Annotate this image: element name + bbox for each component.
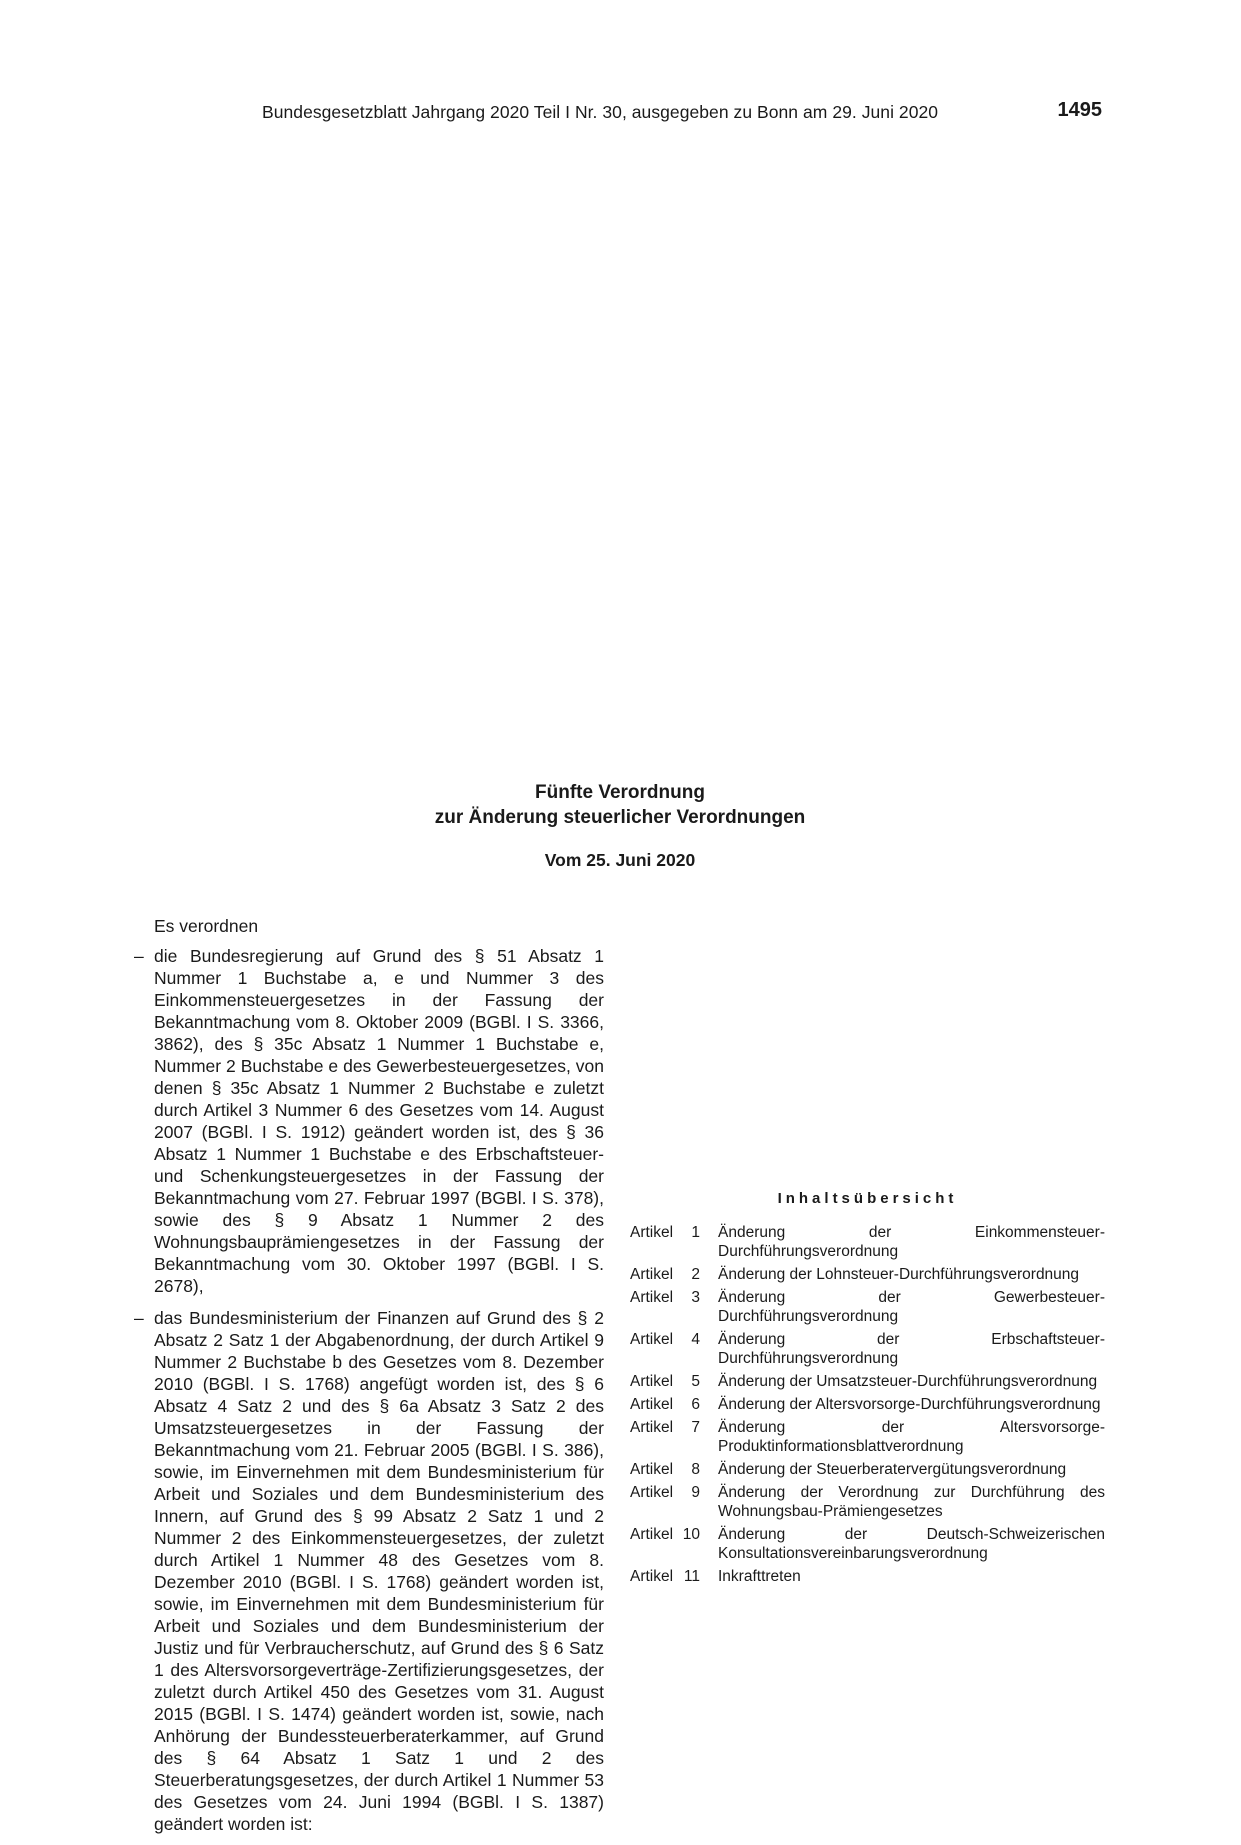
toc-article-number: 5	[691, 1373, 700, 1390]
toc-article-label: Artikel	[630, 1266, 674, 1283]
toc-article-description: Änderung der Altersvorsorge-Durchführungsverordnung	[718, 1396, 1101, 1413]
toc-article-number: 2	[691, 1266, 700, 1283]
toc-article-number: 4	[691, 1331, 700, 1348]
toc-article-number: 3	[691, 1289, 700, 1306]
title-line-1: Fünfte Verordnung	[535, 782, 705, 803]
toc-article-description: Änderung der Steuerberatervergütungsverordnung	[718, 1461, 1067, 1478]
toc-article-label: Artikel	[630, 1224, 674, 1241]
toc-article-description: Änderung der Verordnung zur Durchführung des Wohnungsbau-Prämiengesetzes	[718, 1484, 1105, 1520]
toc-article-description: Änderung der Lohnsteuer-Durchführungsverordnung	[718, 1266, 1080, 1283]
toc-article-label: Artikel	[630, 1396, 674, 1413]
toc-article-number: 7	[691, 1419, 700, 1436]
toc-article-number: 10	[682, 1526, 700, 1543]
toc-row	[630, 1265, 1105, 1284]
toc-article-label: Artikel	[630, 1419, 674, 1436]
left-column	[134, 915, 604, 1845]
table-of-contents	[630, 1223, 1105, 1590]
toc-row	[630, 1372, 1105, 1391]
toc-row	[630, 1567, 1105, 1586]
preamble-intro: Es verordnen	[154, 916, 259, 936]
toc-article-number: 9	[691, 1484, 700, 1501]
page-number: 1495	[1057, 99, 1102, 121]
toc-article-description: Änderung der Deutsch-Schweizerischen Konsultationsvereinbarungsverordnung	[718, 1526, 1105, 1562]
title-line-2: zur Änderung steuerlicher Verordnungen	[434, 807, 806, 828]
document-date: Vom 25. Juni 2020	[544, 850, 696, 870]
toc-article-description: Änderung der Umsatzsteuer-Durchführungsverordnung	[718, 1373, 1098, 1390]
document-title	[350, 780, 890, 830]
toc-article-number: 6	[691, 1396, 700, 1413]
toc-article-number: 11	[683, 1568, 700, 1585]
preamble-bullet-1	[134, 945, 604, 1297]
toc-article-description: Inkrafttreten	[718, 1568, 801, 1585]
toc-row	[630, 1525, 1105, 1563]
preamble-bullet-2-text: das Bundesministerium der Finanzen auf Grund des § 2 Absatz 2 Satz 1 der Abgabenordnung, der durch Artikel 9 Nummer 2 Buchstabe b des Gesetzes vom 8. Dezember 2010 (BGBl. I S. 1768) angefügt worden ist, des § 6 Absatz 4 Satz 2 und des § 6a Absatz 3 Satz 2 des Umsatzsteuergesetzes in der Fassung der Bekanntmachung vom 21. Februar 2005 (BGBl. I S. 386), sowie, im Einvernehmen mit dem Bundesministerium für Arbeit und Soziales und dem Bundesministerium des Innern, auf Grund des § 99 Absatz 2 Satz 1 und 2 Nummer 2 des Einkommensteuergesetzes, der zuletzt durch Artikel 1 Nummer 48 des Gesetzes vom 8. Dezember 2010 (BGBl. I S. 1768) geändert worden ist, sowie, im Einvernehmen mit dem Bundesministerium für Arbeit und Soziales und dem Bundesministerium der Justiz und für Verbraucherschutz, auf Grund des § 6 Satz 1 des Altersvorsorgeverträge-Zertifizierungsgesetzes, der zuletzt durch Artikel 450 des Gesetzes vom 31. August 2015 (BGBl. I S. 1474) geändert worden ist, sowie, nach Anhörung der Bundessteuerberaterkammer, auf Grund des § 64 Absatz 1 Satz 1 und 2 des Steuerberatungsgesetzes, der durch Artikel 1 Nummer 53 des Gesetzes vom 24. Juni 1994 (BGBl. I S. 1387) geändert worden ist:	[154, 1308, 604, 1834]
toc-row	[630, 1288, 1105, 1326]
toc-article-description: Änderung der Gewerbesteuer-Durchführungsverordnung	[718, 1289, 1105, 1325]
toc-row	[630, 1223, 1105, 1261]
preamble-bullet-1-text: die Bundesregierung auf Grund des § 51 Absatz 1 Nummer 1 Buchstabe a, e und Nummer 3 des Einkommensteuergesetzes in der Fassung der Bekanntmachung vom 8. Oktober 2009 (BGBl. I S. 3366, 3862), des § 35c Absatz 1 Nummer 1 Buchstabe e, Nummer 2 Buchstabe e des Gewerbesteuergesetzes, von denen § 35c Absatz 1 Nummer 2 Buchstabe e zuletzt durch Artikel 3 Nummer 6 des Gesetzes vom 14. August 2007 (BGBl. I S. 1912) geändert worden ist, des § 36 Absatz 1 Nummer 1 Buchstabe e des Erbschaftsteuer- und Schenkungsteuergesetzes in der Fassung der Bekanntmachung vom 27. Februar 1997 (BGBl. I S. 378), sowie des § 9 Absatz 1 Nummer 2 des Wohnungsbauprämiengesetzes in der Fassung der Bekanntmachung vom 30. Oktober 1997 (BGBl. I S. 2678),	[154, 946, 604, 1296]
toc-article-description: Änderung der Einkommensteuer-Durchführungsverordnung	[718, 1224, 1105, 1260]
toc-article-number: 1	[691, 1224, 700, 1241]
toc-heading: Inhaltsübersicht	[777, 1190, 958, 1207]
toc-article-description: Änderung der Altersvorsorge-Produktinformationsblattverordnung	[718, 1419, 1105, 1455]
toc-article-number: 8	[691, 1461, 700, 1478]
toc-article-label: Artikel	[630, 1331, 674, 1348]
toc-article-label: Artikel	[630, 1461, 674, 1478]
toc-article-description: Änderung der Erbschaftsteuer-Durchführungsverordnung	[718, 1331, 1105, 1367]
toc-article-label: Artikel	[630, 1526, 674, 1543]
toc-article-label: Artikel	[630, 1484, 674, 1501]
toc-row	[630, 1483, 1105, 1521]
toc-article-label: Artikel	[630, 1289, 674, 1306]
dash-bullet-icon: –	[134, 1308, 144, 1328]
toc-article-label: Artikel	[630, 1568, 674, 1585]
toc-row	[630, 1418, 1105, 1456]
toc-article-label: Artikel	[630, 1373, 674, 1390]
toc-row	[630, 1395, 1105, 1414]
preamble-bullet-2	[134, 1307, 604, 1835]
running-header: Bundesgesetzblatt Jahrgang 2020 Teil I Nr. 30, ausgegeben zu Bonn am 29. Juni 2020	[262, 102, 939, 122]
toc-row	[630, 1330, 1105, 1368]
dash-bullet-icon: –	[134, 946, 144, 966]
toc-row	[630, 1460, 1105, 1479]
